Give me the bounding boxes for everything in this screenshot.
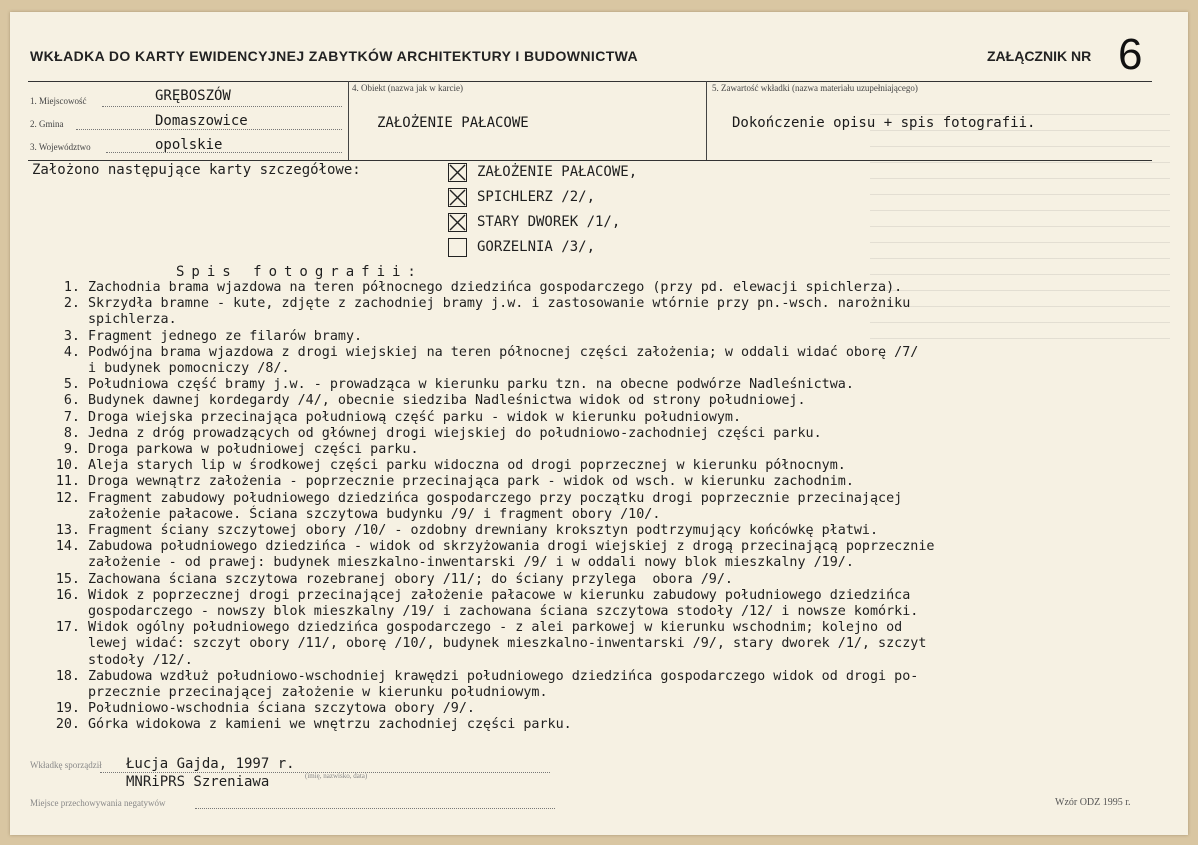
field-value-gmina: Domaszowice bbox=[155, 113, 248, 129]
photo-item-text: gospodarczego - nowszy blok mieszkalny /19/ i zachowana ściana szczytowa stodoły /12/ i nowsze komórki. bbox=[88, 604, 919, 620]
photo-item-number bbox=[32, 507, 88, 523]
photo-item-text: Fragment zabudowy południowego dziedzińca gospodarczego przy początku drogi poprzecznie przecinającej bbox=[88, 490, 903, 506]
photo-list-item bbox=[32, 329, 1162, 345]
photo-item-number bbox=[32, 653, 88, 669]
photo-list-item bbox=[32, 458, 1162, 474]
photo-item-number: 20. bbox=[55, 717, 80, 733]
photo-list-item bbox=[32, 280, 1162, 296]
photo-item-number bbox=[32, 636, 88, 652]
photo-item-text: Droga parkowa w południowej części parku. bbox=[88, 442, 419, 458]
field-value-obiekt: ZAŁOŻENIE PAŁACOWE bbox=[377, 115, 529, 131]
photo-item-number: 13. bbox=[55, 523, 80, 539]
photo-item-number: 5. bbox=[63, 377, 80, 393]
document-title: WKŁADKA DO KARTY EWIDENCYJNEJ ZABYTKÓW ARCHITEKTURY I BUDOWNICTWA bbox=[30, 48, 639, 64]
photo-item-text: Aleja starych lip w środkowej części parku widoczna od drogi poprzecznej w kierunku północnym. bbox=[88, 458, 846, 474]
photo-item-number bbox=[32, 685, 88, 701]
photo-item-text: Podwójna brama wjazdowa z drogi wiejskiej na teren północnej części założenia; w oddali widać oborę /7/ bbox=[88, 344, 919, 360]
photo-item-text: Zabudowa wzdłuż południowo-wschodniej krawędzi południowego dziedzińca gospodarczego widok od drogi po- bbox=[88, 668, 919, 684]
photo-item-number: 18. bbox=[55, 668, 80, 684]
author-label: Wkładkę sporządził bbox=[30, 760, 102, 770]
photo-item-number: 11. bbox=[55, 474, 80, 490]
photo-item-number bbox=[32, 361, 88, 377]
card-item-zalozenie bbox=[448, 162, 637, 182]
author-name: Łucja Gajda, 1997 r. bbox=[126, 756, 295, 772]
photo-item-number: 19. bbox=[55, 701, 80, 717]
photo-item-text: przecznie przecinającej założenie w kierunku południowym. bbox=[88, 685, 548, 701]
photo-item-number bbox=[32, 604, 88, 620]
photo-item-number: 14. bbox=[55, 539, 80, 555]
photo-item-text: Droga wewnątrz założenia - poprzecznie przecinająca park - widok od wsch. w kierunku zachodnim. bbox=[88, 474, 854, 490]
author-institution: MNRiPRS Szreniawa bbox=[126, 774, 270, 790]
photo-item-text: Południowa część bramy j.w. - prowadząca w kierunku parku tzn. na obecne podwórze Nadleśnictwa. bbox=[88, 377, 854, 393]
photo-list-item bbox=[32, 685, 1162, 701]
photo-item-text: Jedna z dróg prowadzących od głównej drogi wiejskiej do południowo-zachodniej części parku. bbox=[88, 425, 822, 441]
photo-list-item bbox=[32, 717, 1162, 733]
photo-list-item bbox=[32, 507, 1162, 523]
photo-item-number: 9. bbox=[63, 442, 80, 458]
checkbox-checked-icon bbox=[448, 163, 467, 182]
photo-item-number: 15. bbox=[55, 571, 80, 587]
field-label-miejscowosc: 1. Miejscowość bbox=[30, 96, 87, 106]
photo-list-item bbox=[32, 539, 1162, 555]
attachment-label: ZAŁĄCZNIK NR bbox=[987, 48, 1092, 64]
photo-list-item bbox=[32, 555, 1162, 571]
cards-intro: Założono następujące karty szczegółowe: bbox=[32, 162, 361, 178]
field-line-gmina bbox=[76, 129, 342, 130]
photo-item-text: Fragment ściany szczytowej obory /10/ - ozdobny drewniany kroksztyn podtrzymujący końcówkę płatwi. bbox=[88, 523, 879, 539]
photo-list-item bbox=[32, 442, 1162, 458]
photo-item-number: 12. bbox=[55, 490, 80, 506]
photo-item-number: 8. bbox=[63, 425, 80, 441]
form-version: Wzór ODZ 1995 r. bbox=[1055, 797, 1131, 808]
photo-list-item bbox=[32, 410, 1162, 426]
photo-list-item bbox=[32, 636, 1162, 652]
photo-item-text: spichlerza. bbox=[88, 312, 177, 328]
photo-item-text: Zabudowa południowego dziedzińca - widok od skrzyżowania drogi wiejskiej z drogą przecinającą poprzecznie bbox=[88, 539, 935, 555]
fields-bottom-rule bbox=[28, 160, 1152, 161]
photo-item-text: lewej widać: szczyt obory /11/, oborę /10/, budynek mieszkalno-inwentarski /9/, stary dworek /1/, szczyt bbox=[88, 636, 927, 652]
field-label-obiekt: 4. Obiekt (nazwa jak w karcie) bbox=[352, 83, 463, 93]
photo-item-number: 3. bbox=[63, 328, 80, 344]
photo-item-text: Południowo-wschodnia ściana szczytowa obory /9/. bbox=[88, 701, 475, 717]
photo-list-item bbox=[32, 572, 1162, 588]
photo-item-text: Zachodnia brama wjazdowa na teren północnego dziedzińca gospodarczego (przy pd. elewacji spichlerza). bbox=[88, 280, 903, 295]
photo-item-number: 2. bbox=[63, 296, 80, 312]
photo-item-number bbox=[32, 312, 88, 328]
negatives-line bbox=[195, 808, 555, 809]
card-item-gorzelnia bbox=[448, 237, 595, 257]
card-item-dworek bbox=[448, 212, 620, 232]
photo-list-item bbox=[32, 361, 1162, 377]
photo-list-item bbox=[32, 620, 1162, 636]
photo-list-item bbox=[32, 345, 1162, 361]
photo-item-text: i budynek pomocniczy /8/. bbox=[88, 361, 290, 377]
photo-item-text: założenie pałacowe. Ściana szczytowa budynku /9/ i fragment obory /10/. bbox=[88, 506, 661, 522]
photo-list-item bbox=[32, 393, 1162, 409]
photo-item-number: 17. bbox=[55, 620, 80, 636]
photo-item-text: Widok z poprzecznej drogi przecinającej założenie pałacowe w kierunku zabudowy południowego dziedzińca bbox=[88, 587, 911, 603]
negatives-label: Miejsce przechowywania negatywów bbox=[30, 798, 166, 808]
photo-list-item bbox=[32, 426, 1162, 442]
photo-list-item bbox=[32, 377, 1162, 393]
field-label-wojewodztwo: 3. Województwo bbox=[30, 142, 91, 152]
photo-list-item bbox=[32, 312, 1162, 328]
header-rule bbox=[28, 81, 1152, 82]
photos-title: Spis fotografii: bbox=[176, 264, 423, 280]
photo-list bbox=[32, 280, 1162, 734]
fields-divider-2 bbox=[706, 81, 707, 160]
checkbox-checked-icon bbox=[448, 188, 467, 207]
photo-item-text: Skrzydła bramne - kute, zdjęte z zachodniej bramy j.w. i zastosowanie wtórnie przy pn.-wsch. narożniku bbox=[88, 296, 911, 312]
photo-item-number: 10. bbox=[55, 458, 80, 474]
field-label-gmina: 2. Gmina bbox=[30, 119, 64, 129]
photo-item-number: 6. bbox=[63, 393, 80, 409]
field-label-zawartosc: 5. Zawartość wkładki (nazwa materiału uzupełniającego) bbox=[712, 83, 918, 93]
photo-list-item bbox=[32, 474, 1162, 490]
photo-list-item bbox=[32, 296, 1162, 312]
field-line-wojewodztwo bbox=[106, 152, 342, 153]
attachment-number: 6 bbox=[1118, 30, 1143, 79]
photo-list-item bbox=[32, 669, 1162, 685]
field-value-miejscowosc: GRĘBOSZÓW bbox=[155, 88, 231, 104]
photo-item-text: Fragment jednego ze filarów bramy. bbox=[88, 328, 363, 344]
field-line-miejscowosc bbox=[102, 106, 342, 107]
checkbox-empty-icon bbox=[448, 238, 467, 257]
photo-list-item bbox=[32, 523, 1162, 539]
fields-divider-1 bbox=[348, 81, 349, 160]
photo-list-item bbox=[32, 653, 1162, 669]
card-item-label: ZAŁOŻENIE PAŁACOWE, bbox=[477, 164, 638, 180]
photo-item-text: Budynek dawnej kordegardy /4/, obecnie siedziba Nadleśnictwa widok od strony południowej. bbox=[88, 393, 806, 409]
photo-item-number: 1. bbox=[63, 280, 80, 295]
card-item-label: STARY DWOREK /1/, bbox=[477, 214, 621, 230]
card-item-label: GORZELNIA /3/, bbox=[477, 239, 596, 255]
photo-item-number bbox=[32, 555, 88, 571]
photo-list-item bbox=[32, 588, 1162, 604]
field-value-zawartosc: Dokończenie opisu + spis fotografii. bbox=[732, 115, 1036, 131]
checkbox-checked-icon bbox=[448, 213, 467, 232]
photo-item-number: 16. bbox=[55, 587, 80, 603]
photo-item-text: stodoły /12/. bbox=[88, 652, 193, 668]
photo-item-number: 4. bbox=[63, 344, 80, 360]
photo-item-text: Widok ogólny południowego dziedzińca gospodarczego - z alei parkowej w kierunku wschodnim; kolejno od bbox=[88, 620, 903, 636]
photo-item-text: Górka widokowa z kamieni we wnętrzu zachodniej części parku. bbox=[88, 717, 572, 733]
photo-list-item bbox=[32, 491, 1162, 507]
field-value-wojewodztwo: opolskie bbox=[155, 137, 223, 153]
photo-item-text: Droga wiejska przecinająca południową część parku - widok w kierunku południowym. bbox=[88, 409, 742, 425]
photo-item-text: założenie - od prawej: budynek mieszkalno-inwentarski /9/ i w oddali nowy blok mieszkalny /19/. bbox=[88, 555, 854, 571]
photo-list-item bbox=[32, 701, 1162, 717]
photo-item-number: 7. bbox=[63, 409, 80, 425]
card-item-spichlerz bbox=[448, 187, 595, 207]
photo-item-text: Zachowana ściana szczytowa rozebranej obory /11/; do ściany przylega obora /9/. bbox=[88, 571, 733, 587]
author-hint: (imię, nazwisko, data) bbox=[305, 772, 368, 780]
card-item-label: SPICHLERZ /2/, bbox=[477, 189, 596, 205]
photo-list-item bbox=[32, 604, 1162, 620]
